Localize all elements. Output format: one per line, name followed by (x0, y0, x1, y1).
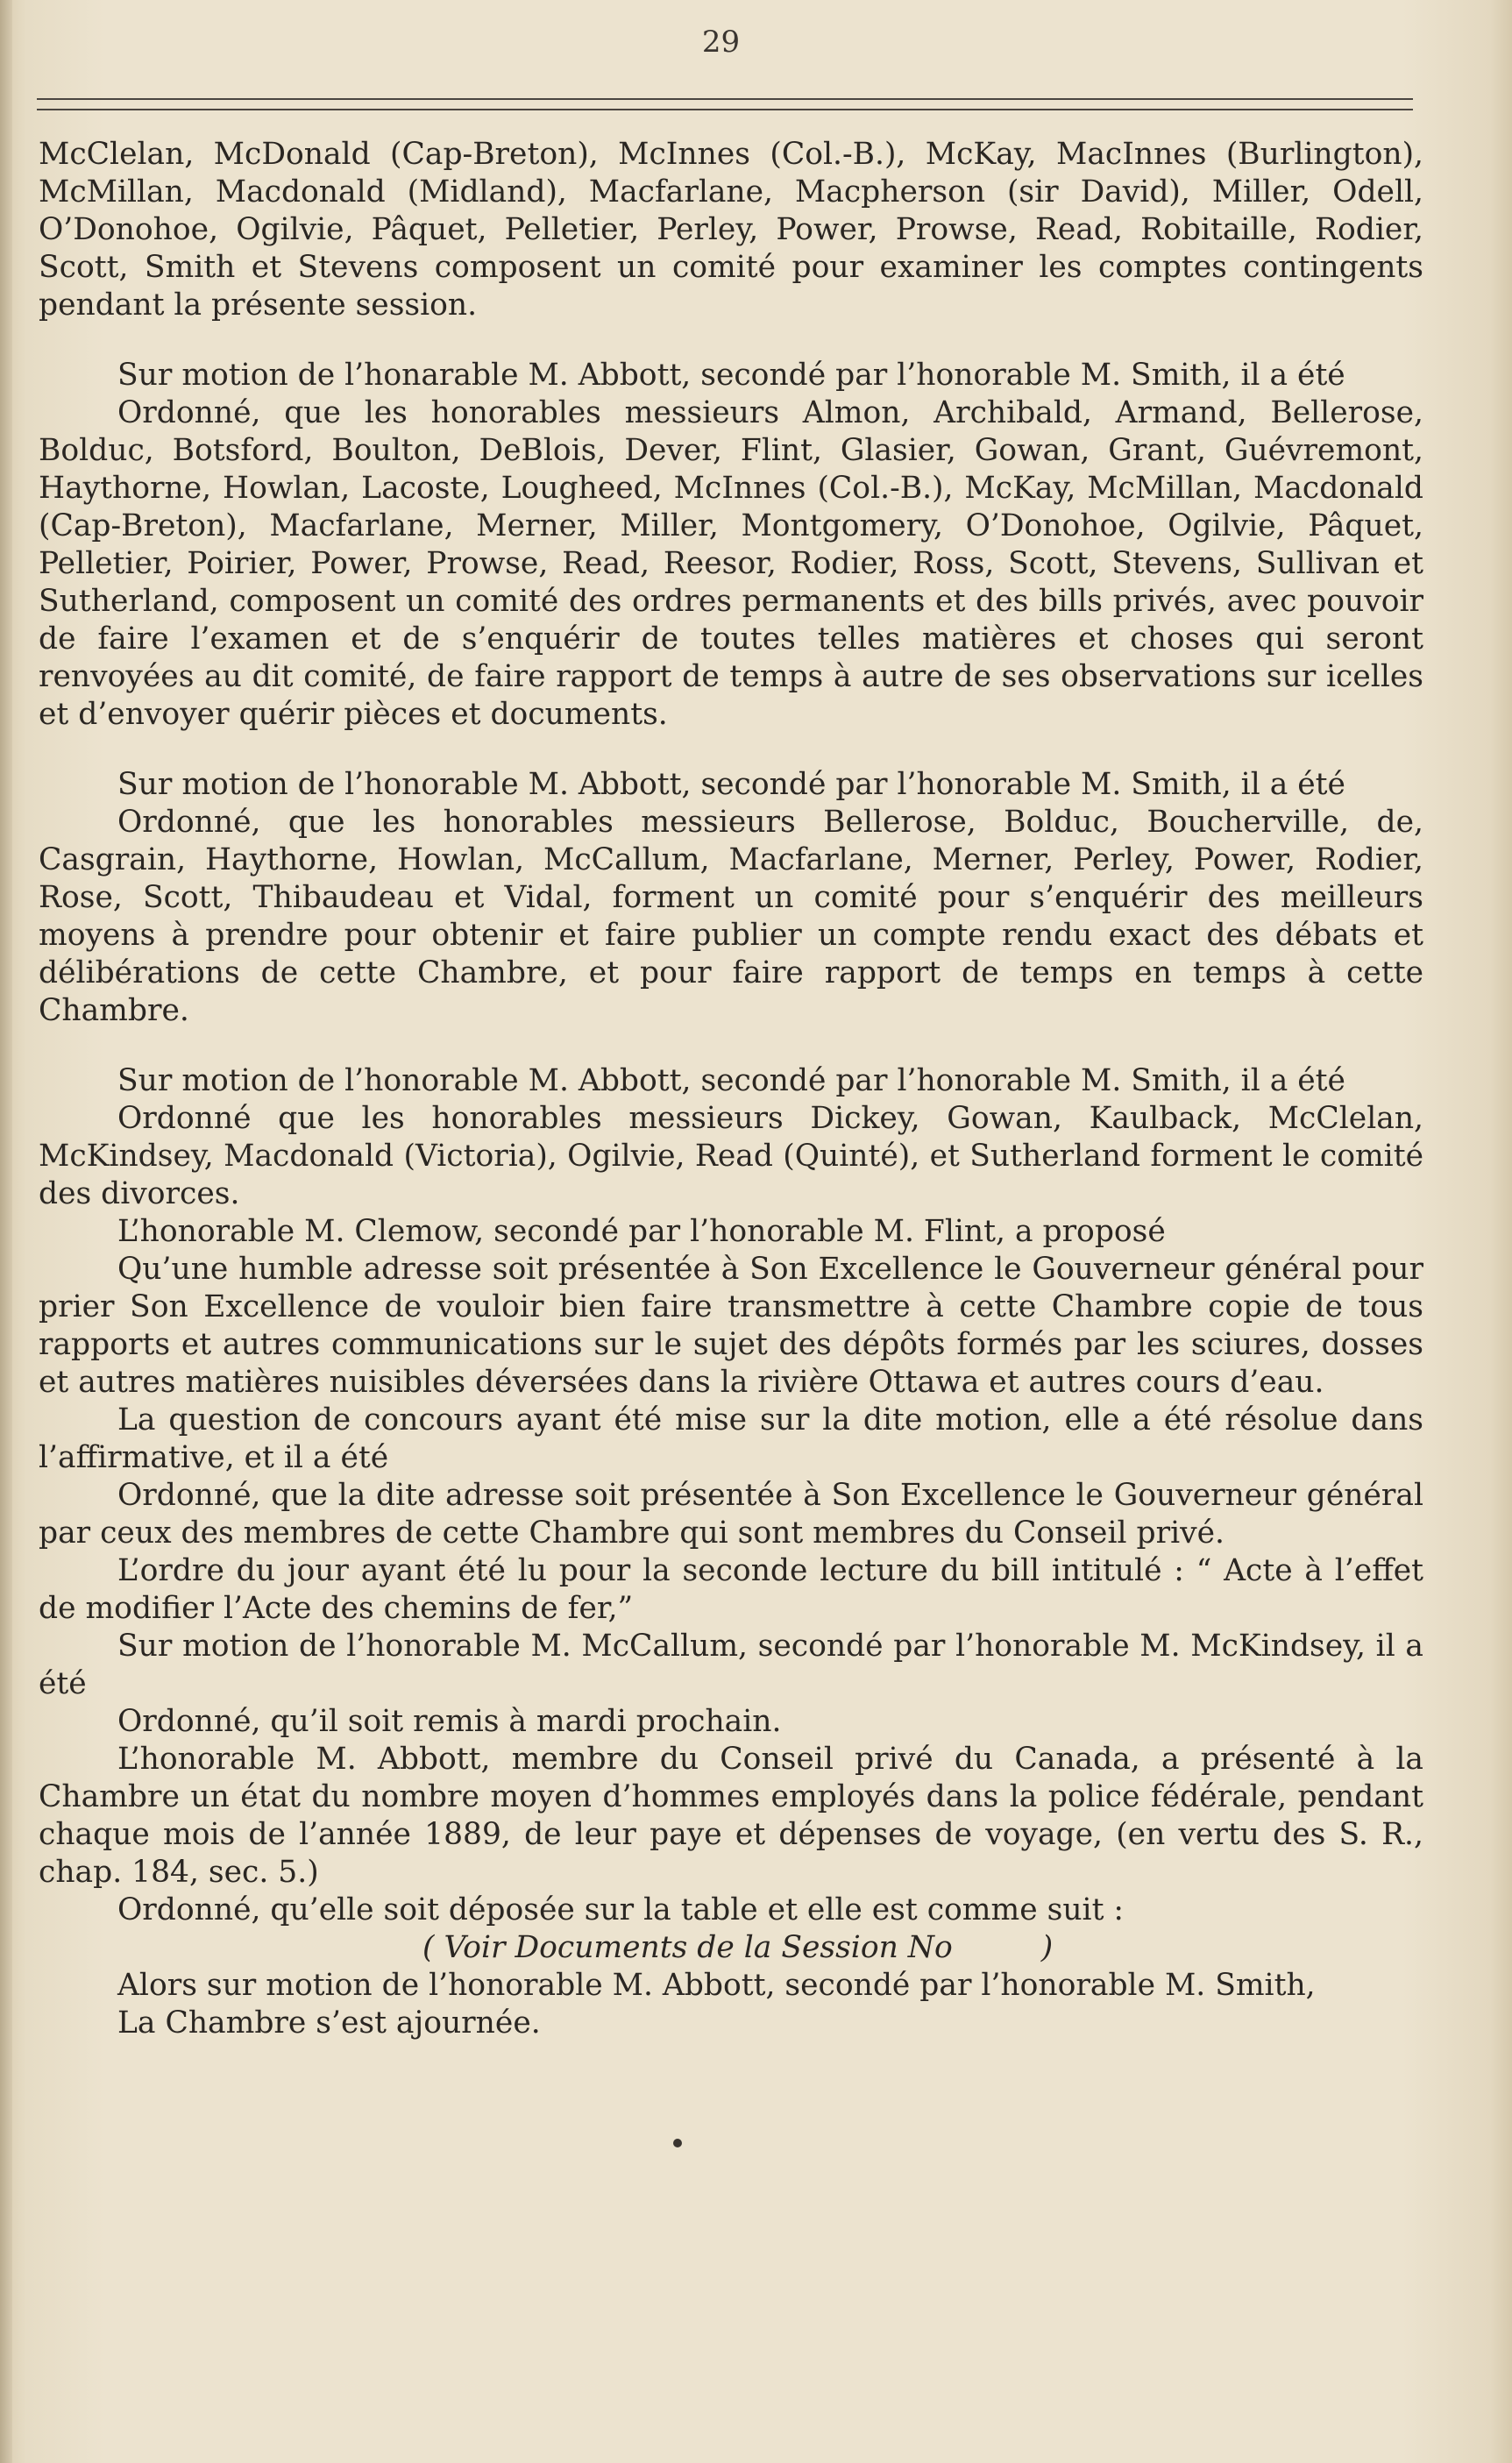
order-line: Ordonné, qu’il soit remis à mardi prochain. (117, 1704, 782, 1739)
header-rule-top (37, 98, 1413, 100)
header-rule-bottom (37, 109, 1413, 110)
order-line: Ordonné, qu’elle soit déposée sur la table et elle est comme suit : (117, 1892, 1125, 1927)
page-binding-edge (0, 0, 12, 2463)
order-line: Ordonné que les honorables messieurs Dickey, Gowan, Kaulback, McClelan, McKindsey, Macdonald (Victoria), Ogilvie, Read (Quinté), et Sutherland forment le comité des divorces. (39, 1101, 1423, 1211)
adjournment-line: La Chambre s’est ajournée. (117, 2005, 541, 2041)
paragraph-line: McClelan, McDonald (Cap-Breton), McInnes (Col.-B.), McKay, MacInnes (Burlington), McMillan, Macdonald (Midland), Macfarlane, Macpherson (sir David), Miller, Odell, O’Donohoe, Ogilvie, Pâquet, Pelletier, Perley, Power, Prowse, Read, Robitaille, Rodier, Scott, Smith et Stevens composent un comité pour examiner les comptes contingents pendant la présente session. (39, 137, 1423, 323)
session-document-reference (39, 1929, 1423, 1967)
motion-line: Sur motion de l’honorable M. McCallum, secondé par l’honorable M. McKindsey, il a été (39, 1629, 1423, 1701)
paragraph-contingent-committee (39, 136, 1423, 324)
voir-text: Voir Documents de la Session No (444, 1930, 953, 1965)
paragraph-divorce-committee-and-proceedings (39, 1062, 1423, 2042)
order-line: Ordonné, que les honorables messieurs Almon, Archibald, Armand, Bellerose, Bolduc, Botsford, Boulton, DeBlois, Dever, Flint, Glasier, Gowan, Grant, Guévremont, Haythorne, Howlan, Lacoste, Lougheed, McInnes (Col.-B.), McKay, McMillan, Macdonald (Cap-Breton), Macfarlane, Merner, Miller, Montgomery, O’Donohoe, Ogilvie, Pâquet, Pelletier, Poirier, Power, Prowse, Read, Reesor, Rodier, Ross, Scott, Stevens, Sullivan et Sutherland, composent un comité des ordres permanents et des bills privés, avec pouvoir de faire l’examen et de s’enquérir de toutes telles matières et choses qui seront renvoyées au dit comité, de faire rapport de temps à autre de ses observations sur icelles et d’envoyer quérir pièces et documents. (39, 395, 1423, 732)
proposal-line: L’honorable M. Clemow, secondé par l’honorable M. Flint, a proposé (117, 1214, 1166, 1249)
order-of-day-line: L’ordre du jour ayant été lu pour la seconde lecture du bill intitulé : “ Acte à l’effet de modifier l’Acte des chemins de fer,” (39, 1553, 1423, 1626)
paragraph-debates-committee (39, 766, 1423, 1030)
order-line: Ordonné, que les honorables messieurs Bellerose, Bolduc, Boucherville, de, Casgrain, Haythorne, Howlan, McCallum, Macfarlane, Merner, Perley, Power, Rodier, Rose, Scott, Thibaudeau et Vidal, forment un comité pour s’enquérir des meilleurs moyens à prendre pour obtenir et faire publier un compte rendu exact des débats et délibérations de cette Chambre, et pour faire rapport de temps en temps à cette Chambre. (39, 805, 1423, 1028)
presentation-line: L’honorable M. Abbott, membre du Conseil privé du Canada, a présenté à la Chambre un état du nombre moyen d’hommes employés dans la police fédérale, pendant chaque mois de l’année 1889, de leur paye et dépenses de voyage, (en vertu des S. R., chap. 184, sec. 5.) (39, 1742, 1423, 1890)
address-line: Qu’une humble adresse soit présentée à Son Excellence le Gouverneur général pour prier Son Excellence de vouloir bien faire transmettre à cette Chambre copie de tous rapports et autres communications sur le sujet des dépôts formés par les sciures, dosses et autres matières nuisibles déversées dans la rivière Ottawa et autres cours d’eau. (39, 1252, 1423, 1400)
voir-open-paren: ( (422, 1930, 444, 1965)
printer-dot-mark (673, 2139, 682, 2147)
body-text (39, 136, 1423, 2042)
motion-line: Sur motion de l’honorable M. Abbott, secondé par l’honorable M. Smith, il a été (117, 1063, 1345, 1098)
question-line: La question de concours ayant été mise sur la dite motion, elle a été résolue dans l’affirmative, et il a été (39, 1402, 1423, 1475)
adjournment-motion-line: Alors sur motion de l’honorable M. Abbott, secondé par l’honorable M. Smith, (117, 1968, 1316, 2003)
page-number: 29 (701, 25, 741, 60)
paragraph-standing-orders-committee (39, 357, 1423, 734)
order-line: Ordonné, que la dite adresse soit présentée à Son Excellence le Gouverneur général par ceux des membres de cette Chambre qui sont membres du Conseil privé. (39, 1478, 1423, 1551)
motion-line: Sur motion de l’honarable M. Abbott, secondé par l’honorable M. Smith, il a été (117, 358, 1345, 393)
motion-line: Sur motion de l’honorable M. Abbott, secondé par l’honorable M. Smith, il a été (117, 767, 1345, 802)
voir-close-paren: ) (1031, 1930, 1054, 1965)
